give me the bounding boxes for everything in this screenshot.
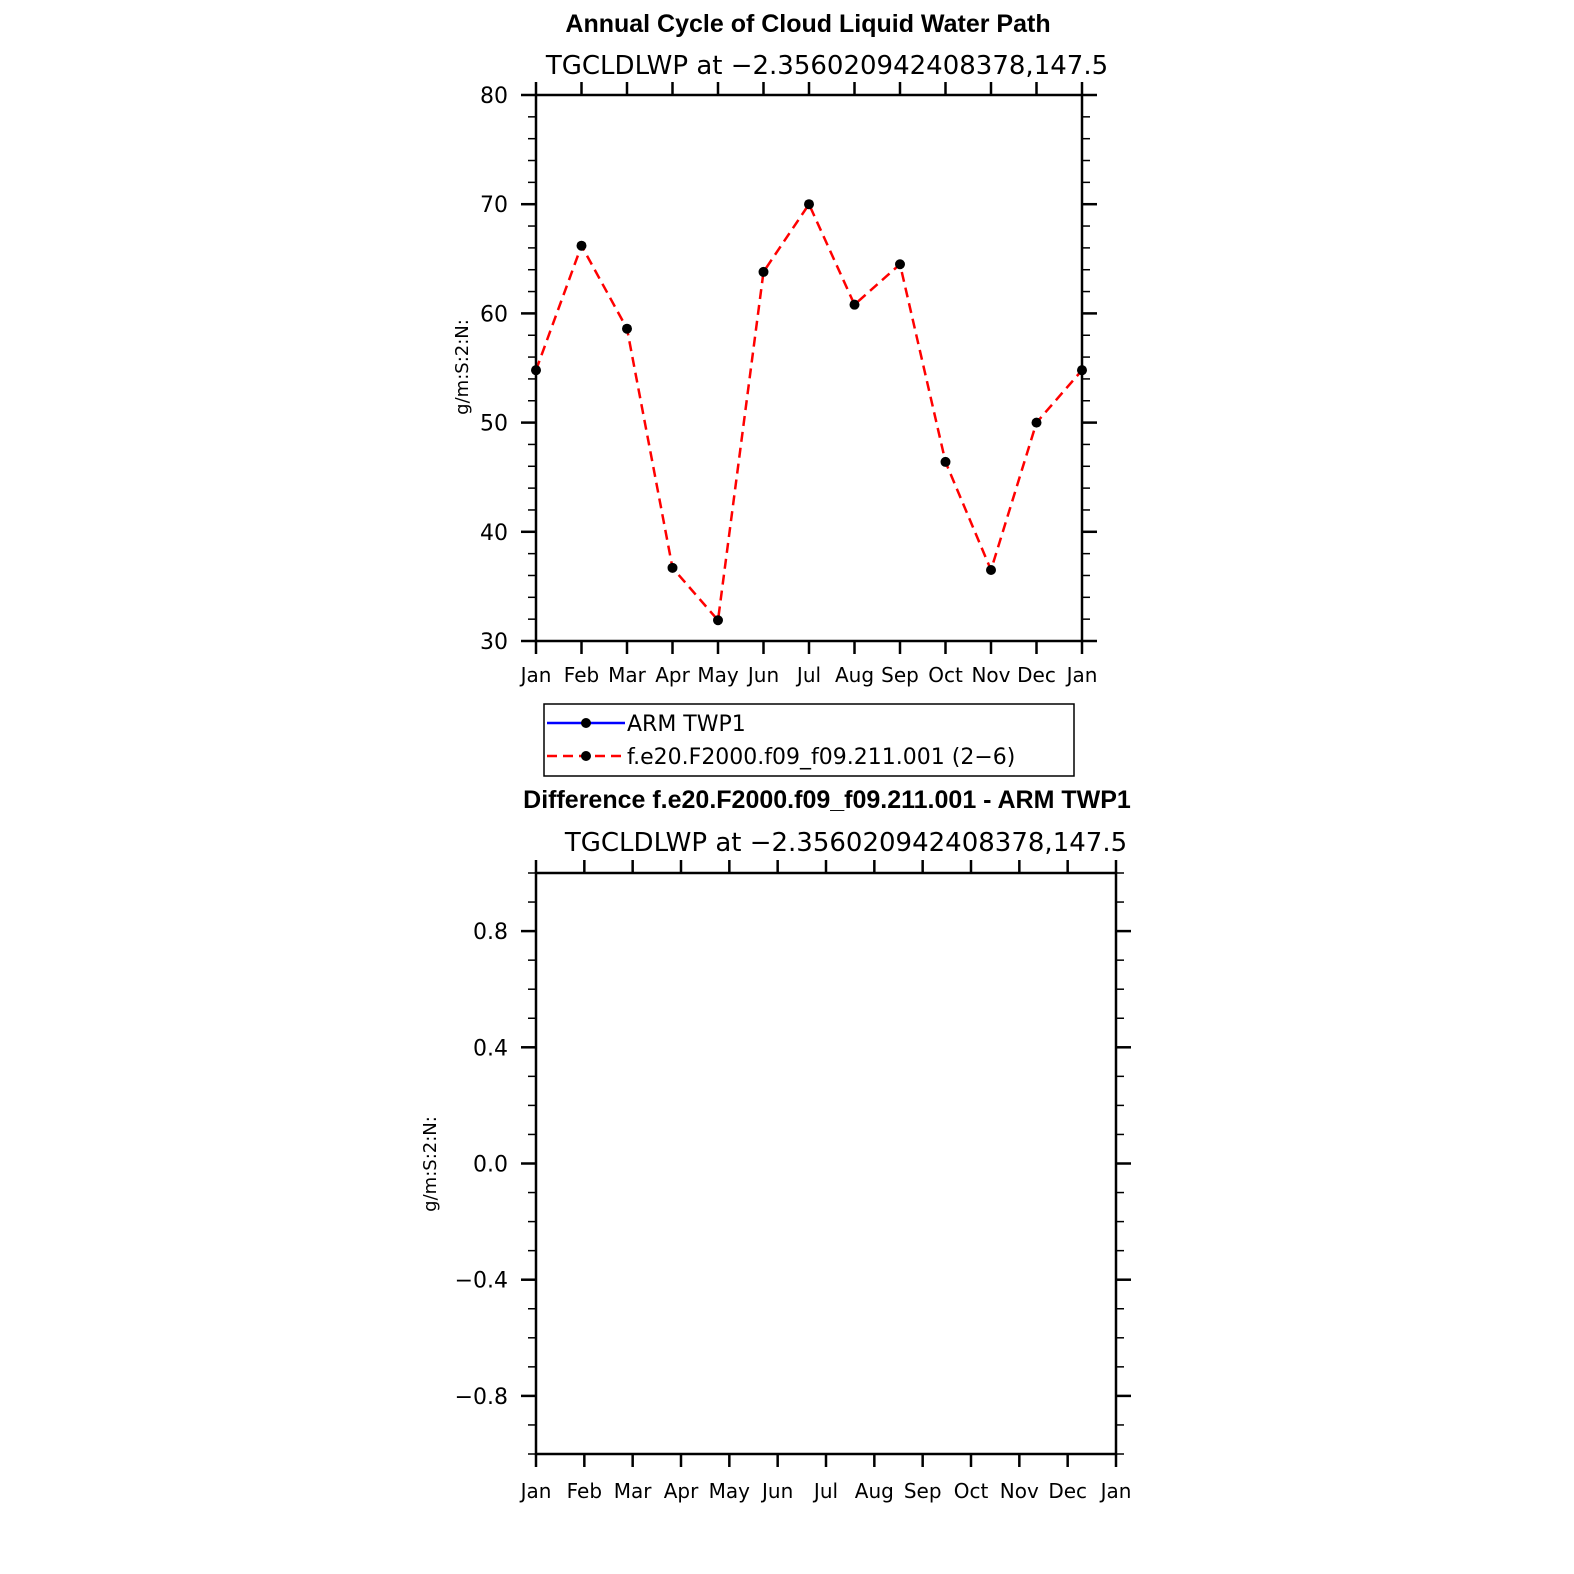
x-tick-label: Oct [953, 1479, 989, 1503]
x-tick-label: Aug [854, 1479, 894, 1503]
bottom-chart-y-tick-labels [455, 920, 508, 1410]
series-point [941, 457, 951, 467]
series-point [622, 324, 632, 334]
series-line-1 [536, 204, 1082, 620]
y-tick-label: 0.8 [473, 920, 508, 946]
x-tick-label: Mar [613, 1479, 652, 1503]
x-tick-label: May [697, 663, 739, 687]
x-tick-label: Nov [971, 663, 1011, 687]
series-point [577, 241, 587, 251]
legend [544, 704, 1074, 776]
top-chart-title: Annual Cycle of Cloud Liquid Water Path [565, 10, 1051, 38]
series-point [986, 565, 996, 575]
series-point [850, 300, 860, 310]
x-tick-label: Dec [1048, 1479, 1088, 1503]
x-tick-label: Sep [903, 1479, 942, 1503]
series-point [759, 267, 769, 277]
x-tick-label: Jun [747, 663, 780, 687]
top-chart-y-tick-labels [480, 84, 508, 655]
legend-marker-model [581, 751, 591, 761]
series-point [1032, 418, 1042, 428]
bottom-chart-ylabel: g/m:S:2:N: [420, 1116, 441, 1212]
x-tick-label: Feb [563, 663, 600, 687]
bottom-chart [420, 786, 1131, 1503]
y-tick-label: 40 [480, 520, 508, 546]
bottom-chart-frame [536, 873, 1116, 1454]
top-chart [452, 10, 1108, 687]
x-tick-label: Sep [881, 663, 919, 687]
x-tick-label: Mar [608, 663, 646, 687]
y-tick-label: 80 [480, 84, 508, 109]
x-tick-label: Jun [762, 1479, 794, 1503]
x-tick-label: Jan [520, 663, 552, 687]
top-chart-subtitle: TGCLDLWP at −2.356020942408378,147.5 [545, 51, 1109, 81]
y-tick-label: 60 [480, 302, 508, 328]
series-point [668, 563, 678, 573]
x-tick-label: Jul [796, 663, 822, 687]
x-tick-label: Jan [1100, 1479, 1132, 1503]
x-tick-label: Apr [663, 1479, 699, 1503]
y-tick-label: −0.4 [454, 1268, 508, 1294]
top-chart-frame [536, 95, 1082, 641]
y-tick-label: 30 [480, 630, 508, 655]
series-point [804, 199, 814, 209]
x-tick-label: Nov [999, 1479, 1039, 1503]
x-tick-label: Aug [834, 663, 875, 687]
legend-marker-arm-twp1 [581, 718, 591, 728]
top-chart-series [531, 199, 1087, 625]
y-tick-label: 70 [480, 193, 508, 219]
x-tick-label: Jan [1066, 663, 1098, 687]
x-tick-label: Feb [566, 1479, 603, 1503]
x-tick-label: Oct [928, 663, 963, 687]
legend-label-model: f.e20.F2000.f09_f09.211.001 (2−6) [627, 745, 1016, 770]
legend-label-arm-twp1: ARM TWP1 [627, 712, 746, 737]
y-tick-label: 0.0 [473, 1152, 508, 1178]
x-tick-label: Jan [520, 1479, 552, 1503]
top-chart-x-tick-labels [519, 663, 1098, 687]
y-tick-label: −0.8 [454, 1384, 508, 1410]
y-tick-label: 0.4 [473, 1036, 508, 1062]
top-chart-ticks [521, 82, 1097, 654]
x-tick-label: Apr [655, 663, 690, 687]
series-point [713, 615, 723, 625]
x-tick-label: Jul [813, 1479, 839, 1503]
x-tick-label: May [708, 1479, 751, 1503]
bottom-chart-x-tick-labels [519, 1479, 1132, 1503]
y-tick-label: 50 [480, 411, 508, 437]
bottom-chart-title: Difference f.e20.F2000.f09_f09.211.001 - ARM TWP1 [523, 786, 1131, 814]
series-point [895, 259, 905, 269]
bottom-chart-subtitle: TGCLDLWP at −2.356020942408378,147.5 [564, 828, 1128, 858]
top-chart-ylabel: g/m:S:2:N: [452, 319, 473, 415]
x-tick-label: Dec [1017, 663, 1056, 687]
bottom-chart-ticks [521, 860, 1131, 1467]
